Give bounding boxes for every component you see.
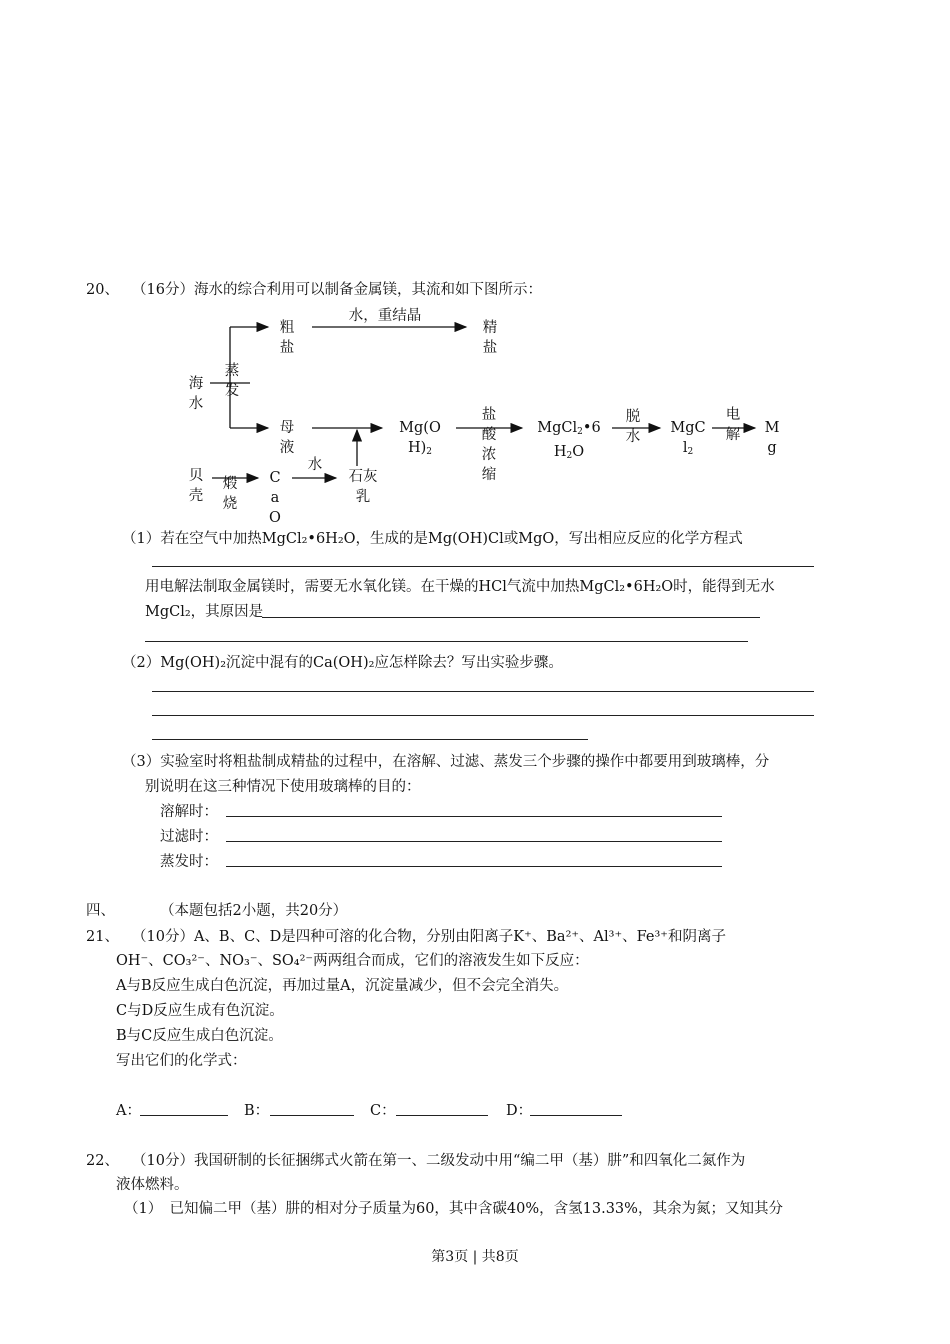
q21-answer-d-label: D： <box>506 1103 533 1119</box>
mgoh2-label: Mg(O $H)_2$ <box>399 420 441 457</box>
q20-part3-prompt: （3）实验室时将粗盐制成精盐的过程中，在溶解、过滤、蒸发三个步骤的操作中都要用到玻璃棒，分 <box>122 754 770 770</box>
q22-number: 22、 <box>86 1153 119 1169</box>
mgcl2-6h2o-label: MgCl$_2$•6 $H_2O$ <box>537 420 601 461</box>
q22-line1: （10分）我国研制的长征捆绑式火箭在第一、二级发动中用“编二甲（基）肼”和四氧化二氮作为 <box>132 1153 746 1169</box>
q21-answer-c-label: C： <box>370 1103 396 1119</box>
water-recrystallize-label: 水，重结晶 <box>348 308 422 324</box>
shell-label: 贝 壳 <box>188 468 204 504</box>
q21-line1: （10分）A、B、C、D是四种可溶的化合物，分别由阳离子K⁺、Ba²⁺、Al³⁺、Fe³⁺和阴离子 <box>132 929 726 945</box>
q20-part1-electrolysis: 用电解法制取金属镁时，需要无水氧化镁。在干燥的HCl气流中加热MgCl₂•6H₂O时，能得到无水 <box>145 579 775 595</box>
q21-reaction1: A与B反应生成白色沉淀，再加过量A，沉淀量减少，但不会完全消失。 <box>116 978 569 994</box>
answer-line-3 <box>145 641 748 642</box>
mg-label: M g <box>764 420 780 456</box>
filter-label: 过滤时： <box>160 829 218 845</box>
dissolve-answer-line <box>226 816 722 817</box>
crude-salt-label: 粗 盐 <box>279 320 295 356</box>
q22-part1: （1） 已知偏二甲（基）肼的相对分子质量为60，其中含碳40%，含氢13.33%，其余为氮；又知其分 <box>124 1201 783 1217</box>
q20-part2-prompt: （2）Mg(OH)₂沉淀中混有的Ca(OH)₂应怎样除去？写出实验步骤。 <box>122 655 563 671</box>
water-label: 水 <box>307 457 323 473</box>
q21-answer-a-label: A： <box>116 1103 141 1119</box>
q21-answer-d-line <box>530 1115 622 1116</box>
evap-answer-line <box>226 866 722 867</box>
q21-reaction3: B与C反应生成白色沉淀。 <box>116 1028 283 1044</box>
q21-answer-c-line <box>396 1115 488 1116</box>
calcine-label: 煅 烧 <box>222 476 238 512</box>
q22-line2: 液体燃料。 <box>116 1177 189 1193</box>
answer-line-2 <box>262 617 760 618</box>
q21-line2: OH⁻、CO₃²⁻、NO₃⁻、SO₄²⁻两两组合而成，它们的溶液发生如下反应： <box>116 953 589 969</box>
mother-liquor-label: 母 液 <box>279 420 295 456</box>
q20-part1-prompt: （1）若在空气中加热MgCl₂•6H₂O，生成的是Mg(OH)Cl或MgO，写出相应反应的化学方程式 <box>122 531 743 547</box>
answer-line-1 <box>152 566 814 567</box>
q21-answer-b-line <box>270 1115 354 1116</box>
q20-intro: （16分）海水的综合利用可以制备金属镁，其流和如下图所示： <box>132 282 542 298</box>
filter-answer-line <box>226 841 722 842</box>
q21-answer-b-label: B： <box>244 1103 270 1119</box>
sea-water-label: 海 水 <box>188 376 204 412</box>
lime-milk-label: 石灰 乳 <box>348 469 378 505</box>
q20-number: 20、 <box>86 282 119 298</box>
answer-line-6 <box>152 739 588 740</box>
q21-ask: 写出它们的化学式： <box>116 1053 247 1069</box>
dehydrate-label: 脱 水 <box>625 409 641 445</box>
answer-line-5 <box>152 715 814 716</box>
section4-desc: （本题包括2小题，共20分） <box>160 903 348 919</box>
evap-label: 蒸发时： <box>160 854 218 870</box>
q20-part1-reason: MgCl₂，其原因是 <box>145 604 264 620</box>
q21-number: 21、 <box>86 929 119 945</box>
mgcl2-label: MgC $l_2$ <box>670 420 706 457</box>
page-footer: 第3页 | 共8页 <box>431 1249 519 1265</box>
q21-reaction2: C与D反应生成有色沉淀。 <box>116 1003 284 1019</box>
flow-arrows <box>0 0 950 540</box>
cao-label: C a O <box>269 470 281 526</box>
hcl-concentrate-label: 盐 酸 浓 缩 <box>481 407 497 483</box>
refined-salt-label: 精 盐 <box>482 320 498 356</box>
dissolve-label: 溶解时： <box>160 804 218 820</box>
answer-line-4 <box>152 691 814 692</box>
q21-answer-a-line <box>140 1115 228 1116</box>
q20-part3-prompt-cont: 别说明在这三种情况下使用玻璃棒的目的： <box>145 779 421 795</box>
evaporate-label: 蒸 发 <box>224 363 240 399</box>
electrolysis-label: 电 解 <box>725 407 741 443</box>
section4-label: 四、 <box>86 903 115 919</box>
